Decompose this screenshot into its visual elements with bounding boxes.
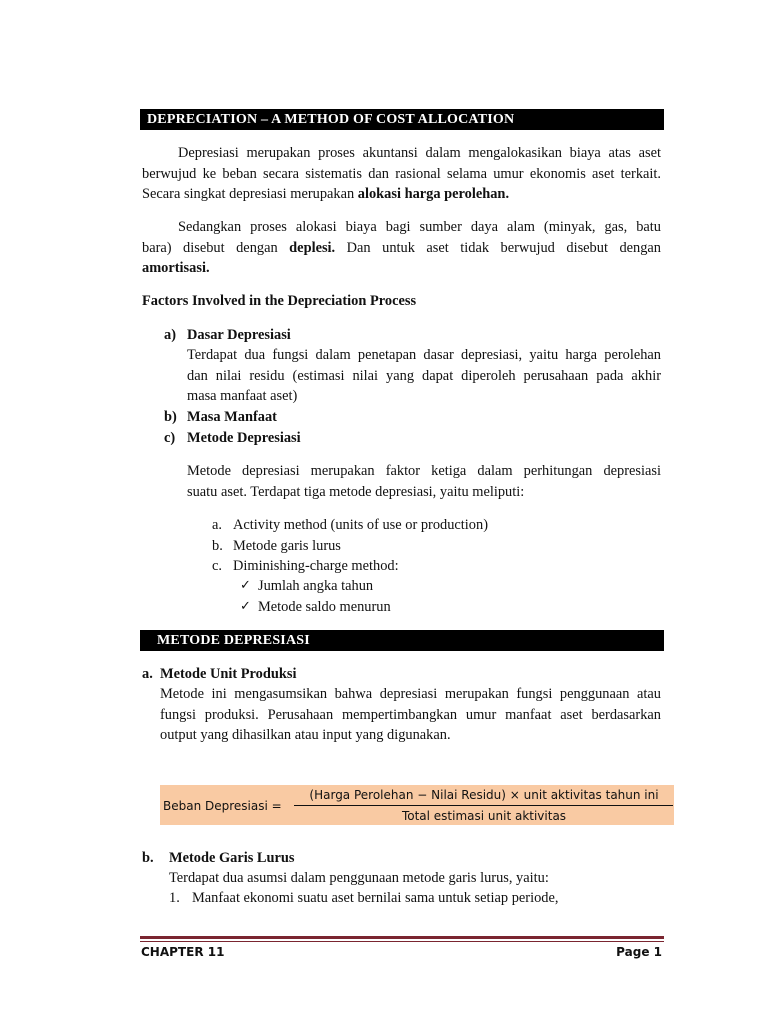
formula-box <box>160 785 674 825</box>
method-label: Activity method (units of use or production) <box>233 517 488 533</box>
method-label: Diminishing-charge method: <box>233 558 399 574</box>
paragraph-line: Depresiasi merupakan proses akuntansi dalam mengalokasikan biaya atas aset <box>178 145 661 161</box>
paragraph-depresiasi <box>142 143 661 205</box>
sub-method-label: Jumlah angka tahun <box>258 578 374 594</box>
text-plain: bara) disebut dengan <box>142 239 290 256</box>
paragraph-line: amortisasi. <box>142 260 210 276</box>
factor-label: Masa Manfaat <box>187 409 277 425</box>
method-marker: a. <box>212 517 222 533</box>
paragraph-line: Terdapat dua fungsi dalam penetapan dasar depresiasi, yaitu harga perolehan <box>187 347 661 363</box>
metode-intro <box>187 461 661 502</box>
subsection-heading: Metode Garis Lurus <box>169 850 295 866</box>
garis-lurus-description: Terdapat dua asumsi dalam penggunaan metode garis lurus, yaitu: <box>169 870 549 886</box>
footer-rule-thick <box>140 936 664 939</box>
subsection-marker: a. <box>142 666 153 682</box>
section-header-text: METODE DEPRESIASI <box>157 633 310 648</box>
sub-method-label: Metode saldo menurun <box>258 599 391 615</box>
method-label: Metode garis lurus <box>233 538 341 554</box>
fraction-line <box>294 805 673 806</box>
factors-heading: Factors Involved in the Depreciation Process <box>142 293 417 309</box>
footer-chapter: CHAPTER 11 <box>141 945 225 959</box>
factor-marker: a) <box>164 327 176 343</box>
method-marker: c. <box>212 558 222 574</box>
factor-label: Dasar Depresiasi <box>187 327 291 343</box>
factor-label: Metode Depresiasi <box>187 430 301 446</box>
unit-produksi-description <box>160 684 661 746</box>
paragraph-line: Metode depresiasi merupakan faktor ketiga dalam perhitungan depresiasi <box>187 463 661 479</box>
formula-lhs: Beban Depresiasi = <box>163 799 282 813</box>
formula-denominator: Total estimasi unit aktivitas <box>401 809 567 823</box>
check-icon: ✓ <box>240 599 251 614</box>
text-bold: alokasi harga perolehan. <box>357 186 510 202</box>
paragraph-line: suatu aset. Terdapat tiga metode depresiasi, yaitu meliputi: <box>187 483 525 500</box>
section-header-metode <box>140 630 664 651</box>
method-marker: b. <box>212 538 223 554</box>
factor-a-description <box>187 345 661 407</box>
factor-marker: b) <box>164 409 177 425</box>
check-icon: ✓ <box>240 578 251 593</box>
list-marker: 1. <box>169 890 180 906</box>
factor-marker: c) <box>164 430 176 446</box>
text-plain: Dan untuk aset tidak berwujud disebut dengan <box>335 239 661 256</box>
paragraph-line: output yang dihasilkan atau input yang digunakan. <box>160 727 451 743</box>
paragraph-line: Metode ini mengasumsikan bahwa depresiasi merupakan fungsi penggunaan atau <box>160 686 661 702</box>
footer-page-number: Page 1 <box>616 945 662 959</box>
footer-rule-thin <box>140 941 664 942</box>
paragraph-line: masa manfaat aset) <box>187 388 298 404</box>
subsection-marker: b. <box>142 850 154 866</box>
section-header-text: DEPRECIATION – A METHOD OF COST ALLOCATION <box>147 112 515 127</box>
paragraph-line <box>142 184 661 205</box>
subsection-heading: Metode Unit Produksi <box>160 666 297 682</box>
paragraph-line: fungsi produksi. Perusahaan mempertimbangkan umur manfaat aset berdasarkan <box>160 706 661 723</box>
paragraph-line: Sedangkan proses alokasi biaya bagi sumber daya alam (minyak, gas, batu <box>178 219 661 235</box>
paragraph-line <box>142 238 661 259</box>
paragraph-line: berwujud ke beban secara sistematis dan rasional selama umur ekonomis aset terkait. <box>142 165 661 182</box>
text-plain: Secara singkat depresiasi merupakan <box>142 186 358 202</box>
section-header-depreciation <box>140 109 664 130</box>
text-bold: deplesi. <box>289 239 336 256</box>
paragraph-line: dan nilai residu (estimasi nilai yang dapat diperoleh perusahaan pada akhir <box>187 367 661 384</box>
paragraph-deplesi <box>142 217 661 279</box>
formula-numerator: (Harga Perolehan − Nilai Residu) × unit aktivitas tahun ini <box>309 788 659 802</box>
list-item: Manfaat ekonomi suatu aset bernilai sama untuk setiap periode, <box>192 890 559 906</box>
